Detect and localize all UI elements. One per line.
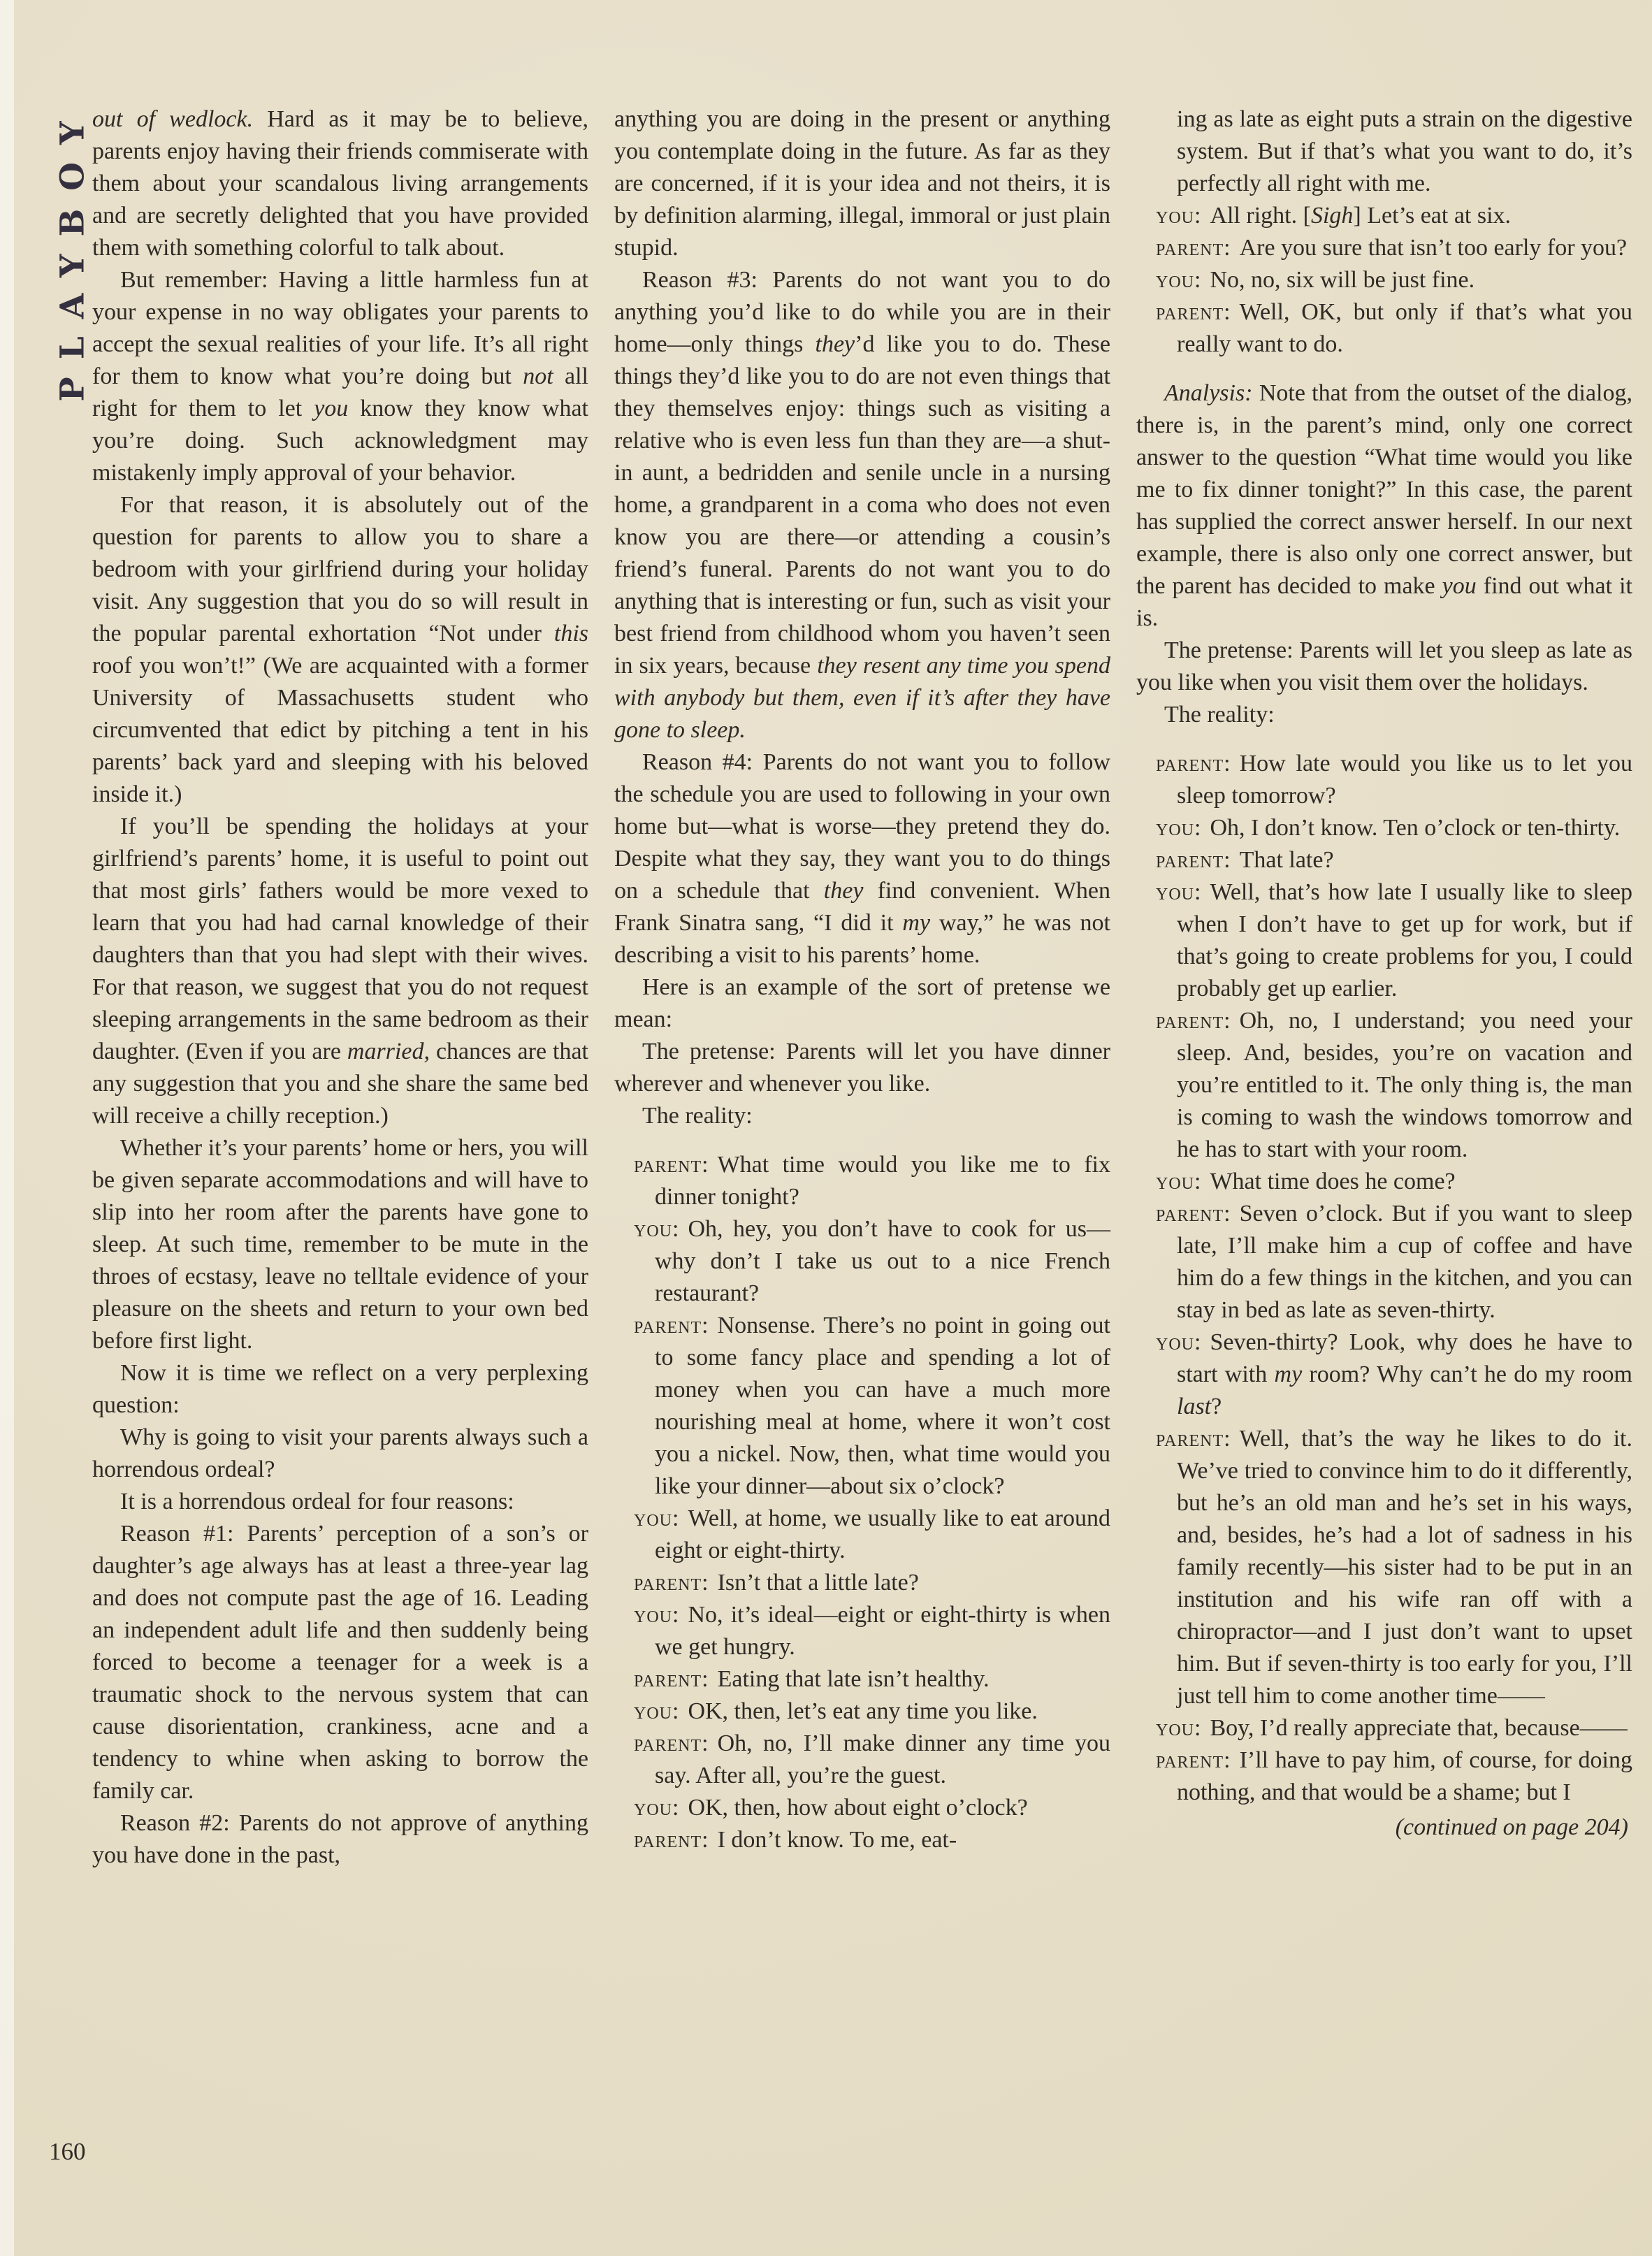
dialog-line [614,1213,1110,1310]
column-1 [92,103,588,1872]
text-run: How late would you like us to let you sleep tomorrow? [1177,751,1632,809]
text-run: Seven o’clock. But if you want to sleep late, I’ll make him a cup of coffee and have him do a few things in the kitchen, and you can stay in bed as late as seven-thirty. [1177,1201,1632,1323]
text-run: No, no, six will be just fine. [1210,267,1475,293]
italic-text-run: married, [347,1039,430,1064]
dialog-line [1136,876,1632,1005]
speaker-label: parent: [634,1827,709,1853]
speaker-label: you: [1156,1329,1202,1355]
paragraph [92,811,588,1132]
text-run: ? [1211,1394,1222,1419]
paragraph [1136,635,1632,699]
text-run: Oh, no, I’ll make dinner any time you say. After all, you’re the guest. [655,1730,1110,1788]
dialog-line [1136,748,1632,812]
speaker-label: you: [1156,203,1202,229]
speaker-label: you: [634,1795,680,1821]
speaker-label: parent: [1156,1747,1231,1773]
speaker-label: you: [1156,815,1202,841]
dialog-line [1136,1744,1632,1809]
text-run: Whether it’s your parents’ home or hers, you will be given separate accommodations and will have to slip into her room after the parents have gone to sleep. At such time, remember to be mute in the throes of ecstasy, leave no telltale evidence of your pleasure on the sheets and return to your own bed before first light. [92,1135,588,1354]
italic-text-run: Analysis: [1164,380,1253,406]
article-columns [92,103,1632,1872]
text-run: chances are that any suggestion that you and she share the same bed will receive a chilly reception.) [92,1039,588,1129]
text-run: What time does he come? [1210,1169,1456,1194]
dialog-line [1136,812,1632,844]
text-run: It is a horrendous ordeal for four reasons: [120,1489,514,1514]
italic-text-run: they [815,331,855,357]
page-number: 160 [49,2138,86,2165]
text-run: The reality: [1164,702,1275,728]
dialog-line [1136,1326,1632,1423]
text-run: room? Why can’t he do my room [1302,1361,1632,1387]
italic-text-run: out of wedlock. [92,106,254,132]
text-run: The reality: [642,1103,753,1129]
paragraph [614,746,1110,971]
playboy-wordmark-text: PLAYBOY [53,103,92,402]
speaker-label: parent: [1156,1426,1231,1452]
speaker-label: you: [1156,1715,1202,1741]
text-run: all right for them to let [92,363,588,421]
paragraph [92,103,588,264]
paragraph [614,264,1110,746]
italic-text-run: you [314,396,349,421]
text-run: Oh, hey, you don’t have to cook for us—why don’t I take us out to a nice French restaurant? [655,1216,1110,1306]
speaker-label: you: [634,1505,680,1531]
text-run: I’ll have to pay him, of course, for doing nothing, and that would be a shame; but I [1177,1747,1632,1805]
speaker-label: parent: [634,1730,709,1756]
text-run: Oh, no, I understand; you need your sleep. And, besides, you’re on vacation and you’re entitled to it. The only thing is, the man is coming to wash the windows tomorrow and he has to start with your room. [1177,1008,1632,1162]
italic-text-run: this [553,621,588,646]
italic-text-run: my [1274,1361,1303,1387]
italic-text-run: not [523,363,553,389]
speaker-label: parent: [634,1570,709,1596]
text-run: Reason #3: Parents do not want you to do anything you’d like to do while you are in their home—only things [614,267,1110,357]
dialog-line-continuation [1136,103,1632,200]
column-3 [1136,103,1632,1872]
paragraph [614,103,1110,264]
paragraph [92,1422,588,1486]
text-run: anything you are doing in the present or anything you contemplate doing in the future. As far as they are concerned, if it is your idea and not theirs, it is by definition alarming, illegal, immoral or just plain stupid. [614,106,1110,261]
dialog-line [614,1599,1110,1663]
paragraph [614,1100,1110,1132]
text-run: What time would you like me to fix dinner tonight? [655,1152,1110,1210]
text-run: Reason #1: Parents’ perception of a son’s or daughter’s age always has at least a three-year lag and does not compute past the age of 16. Leading an independent adult life and then suddenly being forced to become a teenager for a week is a traumatic shock to the nervous system that can cause disorientation, crankiness, acne and a tendency to whine when asking to borrow the family car. [92,1521,588,1804]
paragraph [92,1518,588,1807]
dialog-line [614,1310,1110,1503]
speaker-label: you: [634,1698,680,1724]
continued-note [1136,1812,1632,1844]
speaker-label: you: [634,1602,680,1628]
dialog-line [614,1663,1110,1695]
paragraph [92,264,588,489]
speaker-label: parent: [634,1152,709,1178]
text-run: ] Let’s eat at six. [1353,203,1512,229]
text-run: Well, OK, but only if that’s what you really want to do. [1177,299,1632,357]
dialog-line [614,1792,1110,1824]
italic-text-run: they resent any time you spend with anybody but them, even if it’s after they have gone to sleep. [614,653,1110,743]
paragraph [614,1036,1110,1100]
text-run: roof you won’t!” (We are acquainted with a former University of Massachusetts student who circumvented that edict by pitching a tent in his parents’ back yard and sleeping with his beloved inside it.) [92,653,588,807]
text-run: way,” he was not describing a visit to his parents’ home. [614,910,1110,968]
text-run: All right. [ [1210,203,1311,229]
speaker-label: parent: [1156,751,1231,776]
dialog-line [614,1728,1110,1792]
page-scan-edge [0,0,14,2256]
italic-text-run: you [1442,573,1477,599]
playboy-spine-wordmark [49,102,96,403]
text-run: Well, that’s the way he likes to do it. We’ve tried to convince him to do it differently, but he’s an old man and he’s set in his ways, and, besides, he’s had a lot of sadness in his family recently—his sister had to be put in an institution and his wife ran off with a chiropractor—and I just don’t want to upset him. But if seven-thirty is too early for you, I’ll just tell him to come another time—— [1177,1426,1632,1709]
text-run: Why is going to visit your parents always such a horrendous ordeal? [92,1424,588,1482]
text-run: Boy, I’d really appreciate that, because—— [1210,1715,1628,1741]
text-run: Well, that’s how late I usually like to sleep when I don’t have to get up for work, but if that’s going to create problems for you, I could probably get up earlier. [1177,879,1632,1002]
dialog-line [1136,1423,1632,1712]
dialog-line [1136,232,1632,264]
text-run: OK, then, how about eight o’clock? [688,1795,1028,1821]
text-run: know they know what you’re doing. Such acknowledgment may mistakenly imply approval of your behavior. [92,396,588,486]
dialog-line [1136,1005,1632,1166]
paragraph [92,1357,588,1422]
text-run: I don’t know. To me, eat- [717,1827,957,1853]
text-run: Are you sure that isn’t too early for you? [1239,235,1628,261]
text-run: Reason #4: Parents do not want you to follow the schedule you are used to following in your own home but—what is worse—they pretend they do. Despite what they say, they want you to do things on a schedule that [614,749,1110,904]
speaker-label: parent: [634,1313,709,1338]
italic-text-run: they [823,878,864,904]
dialog-line [1136,1166,1632,1198]
speaker-label: you: [1156,267,1202,293]
speaker-label: parent: [1156,1008,1231,1034]
speaker-label: you: [1156,1169,1202,1194]
text-run: Note that from the outset of the dialog, there is, in the parent’s mind, only one correct answer to the question “What time would you like me to fix dinner tonight?” In this case, the parent has supplied the correct answer herself. In our next example, there is also only one correct answer, but the parent has decided to make [1136,380,1632,599]
text-run: ’d like you to do. These things they’d like you to do are not even things that they themselves enjoy: things such as visiting a relative who is even less fun than they are—a shut-in aunt, a bedridden and senile uncle in a nursing home, a grandparent in a coma who does not even know you are there—or attending a cousin’s friend’s funeral. Parents do not want you to do anything that is interesting or fun, such as visit your best friend from childhood whom you haven’t seen in six years, because [614,331,1110,679]
text-run: Well, at home, we usually like to eat around eight or eight-thirty. [655,1505,1110,1563]
speaker-label: parent: [634,1666,709,1692]
italic-text-run: (continued on page 204) [1395,1814,1628,1840]
text-run: Now it is time we reflect on a very perplexing question: [92,1360,588,1418]
text-run: But remember: Having a little harmless fun at your expense in no way obligates your parents to accept the sexual realities of your life. It’s all right for them to know what you’re doing but [92,267,588,389]
dialog-line [614,1824,1110,1856]
italic-text-run: my [902,910,931,936]
dialog-line [1136,1198,1632,1326]
text-run: OK, then, let’s eat any time you like. [688,1698,1038,1724]
speaker-label: you: [634,1216,680,1242]
paragraph [92,1486,588,1518]
text-run: find convenient. When Frank Sinatra sang, “I did it [614,878,1110,936]
text-run: No, it’s ideal—eight or eight-thirty is when we get hungry. [655,1602,1110,1660]
italic-text-run: last [1177,1394,1212,1419]
dialog-line [614,1567,1110,1599]
text-run: Nonsense. There’s no point in going out to some fancy place and spending a lot of money when you can have a much more nourishing meal at home, where it won’t cost you a nickel. Now, then, what time would you like your dinner—about six o’clock? [655,1313,1110,1499]
text-run: Eating that late isn’t healthy. [717,1666,990,1692]
text-run: That late? [1239,847,1334,873]
text-run: The pretense: Parents will let you have dinner wherever and whenever you like. [614,1039,1110,1097]
text-run: Hard as it may be to believe, parents enjoy having their friends commiserate with them about your scandalous living arrangements and are secretly delighted that you have provided them with something colorful to talk about. [92,106,588,261]
dialog-line [1136,1712,1632,1744]
speaker-label: parent: [1156,299,1231,325]
text-run: ing as late as eight puts a strain on the digestive system. But if that’s what you want to do, it’s perfectly all right with me. [1177,106,1632,196]
column-2 [614,103,1110,1872]
text-run: If you’ll be spending the holidays at your girlfriend’s parents’ home, it is useful to point out that most girls’ fathers would be more vexed to learn that you had had carnal knowledge of their daughters than that you had slept with their wives. For that reason, we suggest that you do not request sleeping arrangements in the same bedroom as their daughter. (Even if you are [92,814,588,1064]
paragraph [92,489,588,811]
paragraph [1136,377,1632,635]
paragraph [92,1807,588,1872]
speaker-label: you: [1156,879,1202,905]
dialog-line [614,1503,1110,1567]
dialog-line [1136,296,1632,361]
text-run: The pretense: Parents will let you sleep as late as you like when you visit them over the holidays. [1136,637,1632,695]
dialog-line [1136,844,1632,876]
text-run: Oh, I don’t know. Ten o’clock or ten-thirty. [1210,815,1621,841]
text-run: Here is an example of the sort of pretense we mean: [614,974,1110,1032]
paragraph [1136,699,1632,731]
italic-text-run: Sigh [1310,203,1354,229]
text-run: find out what it is. [1136,573,1633,631]
speaker-label: parent: [1156,235,1231,261]
dialog-line [614,1695,1110,1728]
speaker-label: parent: [1156,847,1231,873]
text-run: Reason #2: Parents do not approve of anything you have done in the past, [92,1810,588,1868]
dialog-line [1136,200,1632,232]
text-run: For that reason, it is absolutely out of the question for parents to allow you to share a bedroom with your girlfriend during your holiday visit. Any suggestion that you do so will result in the popular parental exhortation “Not under [92,492,588,646]
paragraph [92,1132,588,1357]
dialog-line [1136,264,1632,296]
dialog-line [614,1149,1110,1213]
text-run: Seven-thirty? Look, why does he have to start with [1177,1329,1632,1387]
text-run: Isn’t that a little late? [717,1570,919,1596]
paragraph [614,971,1110,1036]
speaker-label: parent: [1156,1201,1231,1227]
